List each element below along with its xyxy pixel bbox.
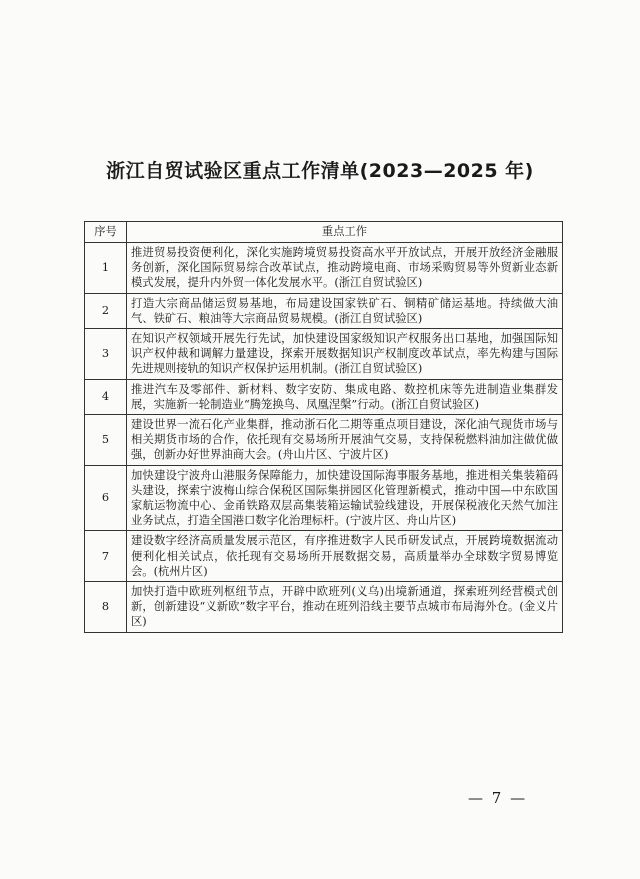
row-number: 6 [85, 465, 127, 531]
row-text: 推进汽车及零部件、新材料、数字安防、集成电路、数控机床等先进制造业集群发展，实施新一轮制造业“腾笼换鸟、凤凰涅槃”行动。(浙江自贸试验区) [127, 379, 563, 414]
page-title: 浙江自贸试验区重点工作清单(2023—2025 年) [106, 160, 534, 182]
row-number: 8 [85, 582, 127, 633]
row-text: 建设世界一流石化产业集群，推动浙石化二期等重点项目建设，深化油气现货市场与相关期货市场的合作，依托现有交易场所开展油气交易，支持保税燃料油加注做优做强，创新办好世界油商大会。(舟山片区、宁波片区) [127, 415, 563, 466]
row-text: 推进贸易投资便利化，深化实施跨境贸易投资高水平开放试点，开展开放经济金融服务创新，深化国际贸易综合改革试点，推动跨境电商、市场采购贸易等外贸新业态新模式发展，提升内外贸一体化发展水平。(浙江自贸试验区) [127, 243, 563, 294]
table-row [85, 329, 563, 380]
row-number: 5 [85, 415, 127, 466]
header-serial-number: 序号 [85, 222, 127, 243]
page-number: — 7 — [468, 789, 528, 807]
table-row [85, 531, 563, 582]
row-text: 加快建设宁波舟山港服务保障能力，加快建设国际海事服务基地，推进相关集装箱码头建设，探索宁波梅山综合保税区国际集拼园区化管理新模式，推动中国—中东欧国家航运物流中心、金甬铁路双层高集装箱运输试验线建设，开展保税液化天然气加注业务试点，打造全国港口数字化治理标杆。(宁波片区、舟山片区) [127, 465, 563, 531]
row-number: 1 [85, 243, 127, 294]
table-row [85, 415, 563, 466]
row-number: 3 [85, 329, 127, 380]
row-text: 打造大宗商品储运贸易基地，布局建设国家铁矿石、铜精矿储运基地。持续做大油气、铁矿石、粮油等大宗商品贸易规模。(浙江自贸试验区) [127, 293, 563, 328]
table-header-row [85, 222, 563, 243]
table-row [85, 379, 563, 414]
row-number: 4 [85, 379, 127, 414]
table-row [85, 582, 563, 633]
row-text: 加快打造中欧班列枢纽节点，开辟中欧班列(义乌)出境新通道，探索班列经营模式创新，创新建设“义新欧”数字平台，推动在班列沿线主要节点城市布局海外仓。(金义片区) [127, 582, 563, 633]
row-text: 建设数字经济高质量发展示范区，有序推进数字人民币研发试点，开展跨境数据流动便利化相关试点，依托现有交易场所开展数据交易，高质量举办全球数字贸易博览会。(杭州片区) [127, 531, 563, 582]
row-number: 7 [85, 531, 127, 582]
table-row [85, 243, 563, 294]
header-key-work: 重点工作 [127, 222, 563, 243]
table-row [85, 293, 563, 328]
work-list-table [84, 221, 563, 633]
table-row [85, 465, 563, 531]
row-text: 在知识产权领域开展先行先试，加快建设国家级知识产权服务出口基地，加强国际知识产权仲裁和调解力量建设，探索开展数据知识产权制度改革试点，率先构建与国际先进规则接轨的知识产权保护运用机制。(浙江自贸试验区) [127, 329, 563, 380]
row-number: 2 [85, 293, 127, 328]
